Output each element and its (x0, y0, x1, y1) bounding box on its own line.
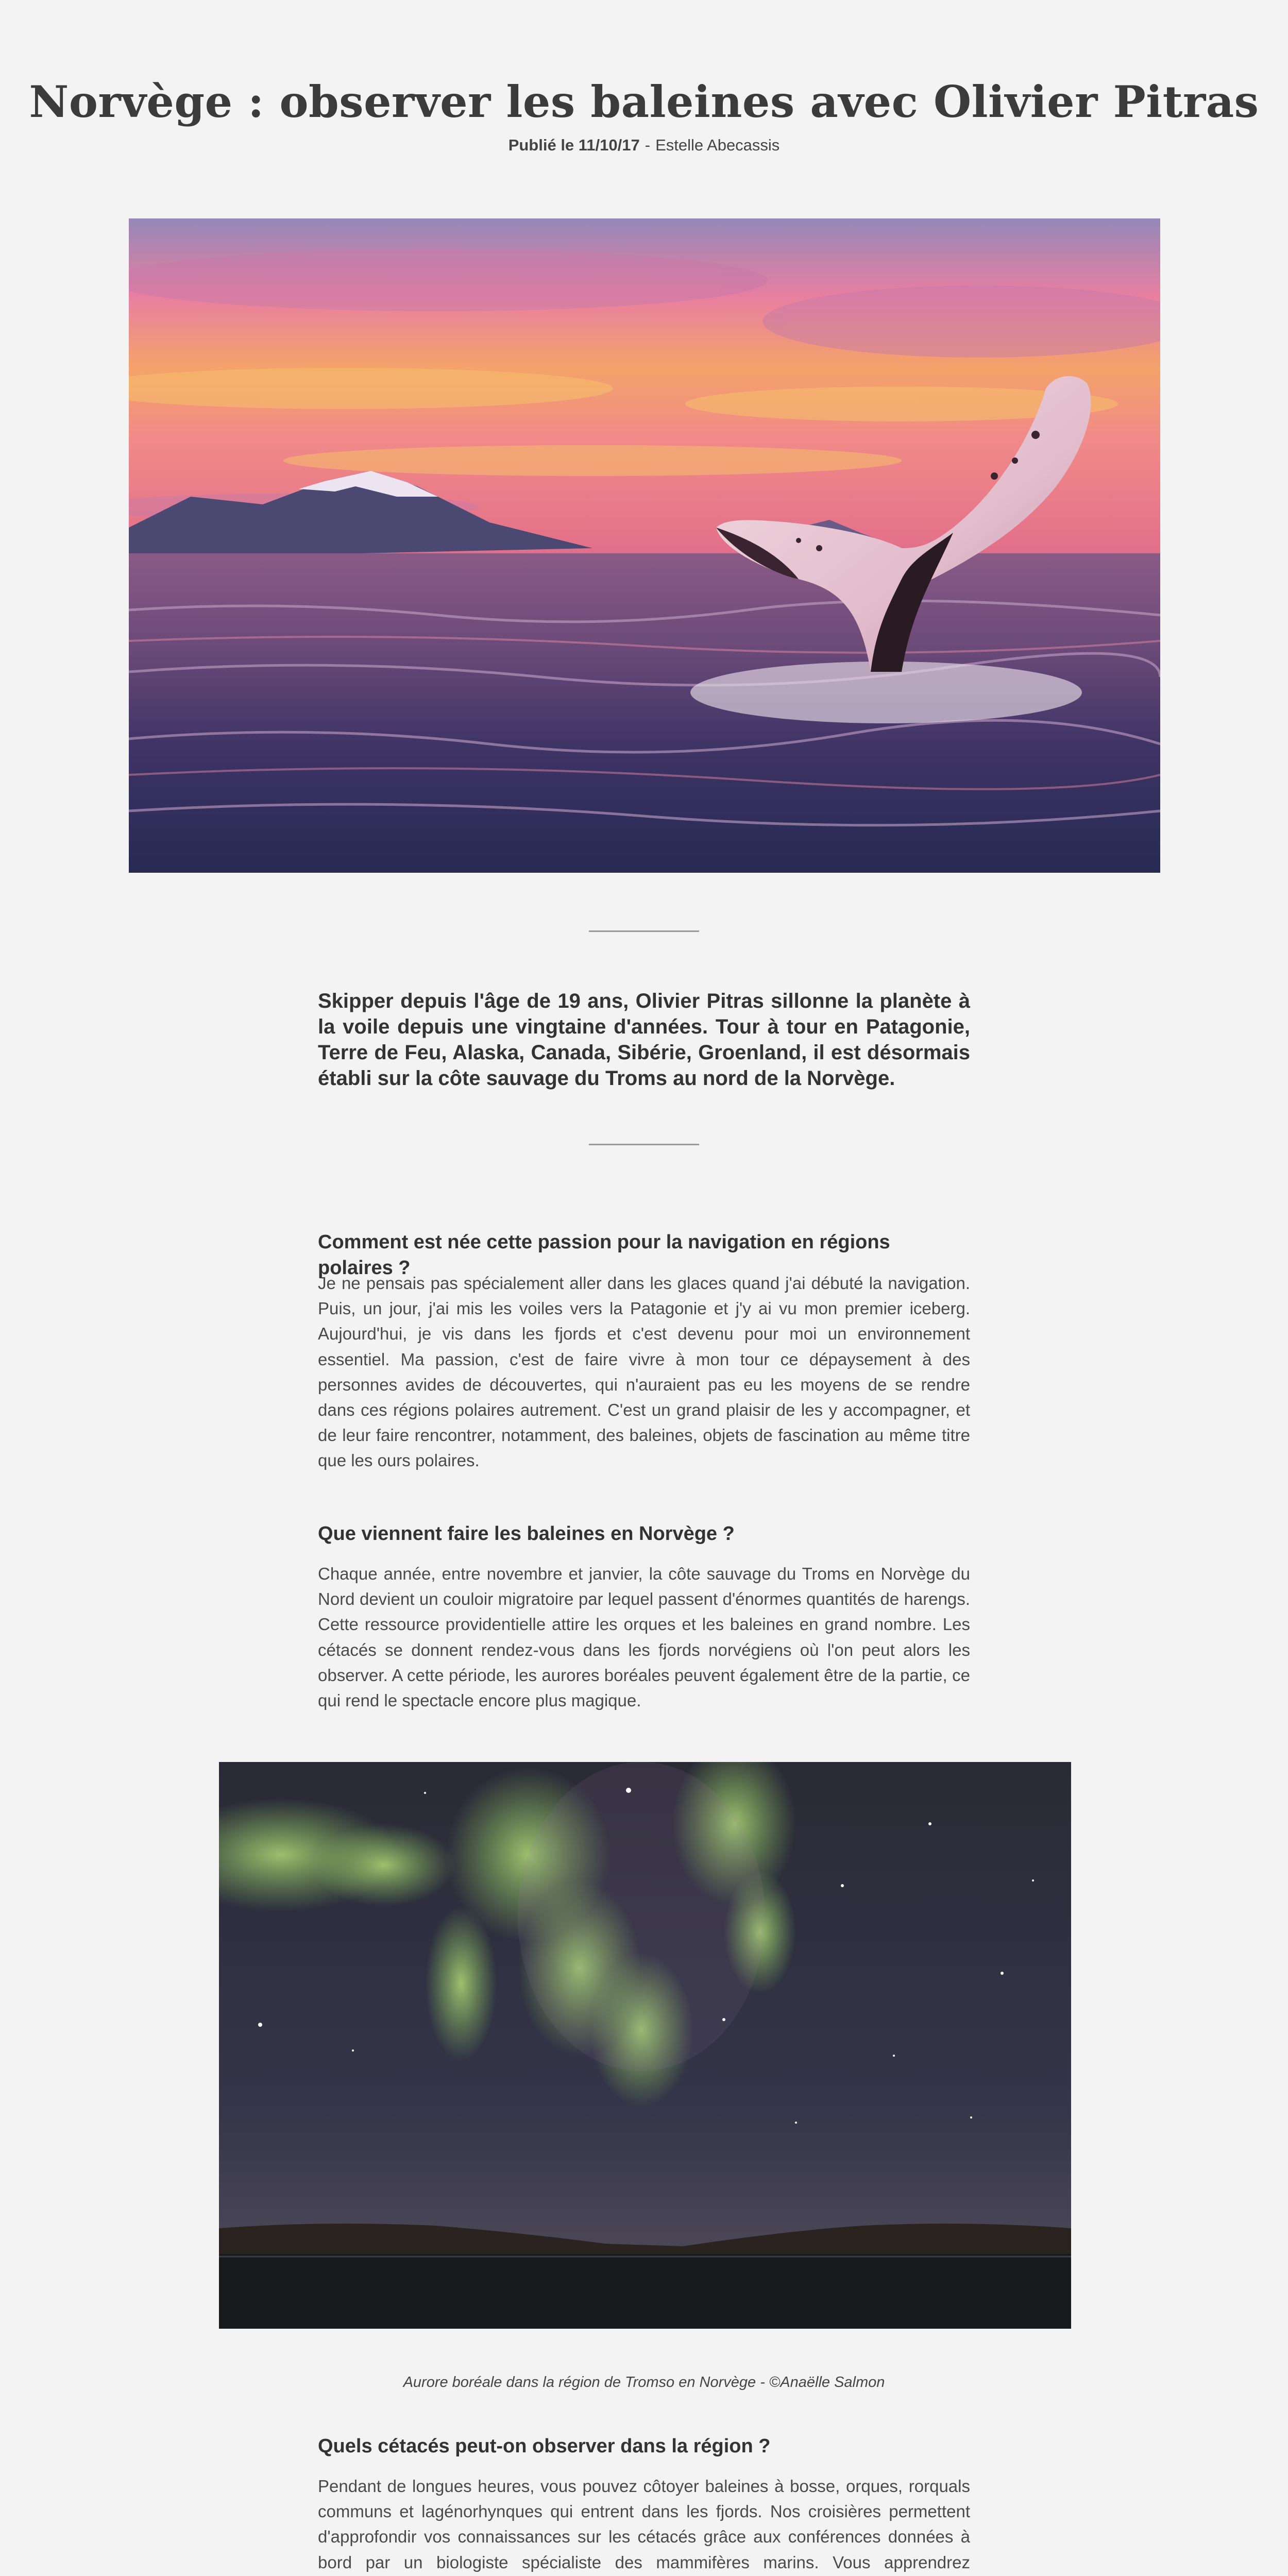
aurora-borealis-photo (219, 1762, 1071, 2329)
hero-whale-tail-photo (129, 218, 1160, 873)
image-caption: Aurore boréale dans la région de Tromso en Norvège - ©Anaëlle Salmon (403, 2374, 885, 2391)
section-paragraph: Pendant de longues heures, vous pouvez côtoyer baleines à bosse, orques, rorquals communs et lagénorhynques qui entrent dans les fjords. Nos croisières permettent d'approfondir vos connaissances sur les cétacés grâce aux conférences données à bord par un biologiste spécialiste des mammifères marins. Vous apprendrez (318, 2477, 970, 2572)
article-title: Norvège : observer les baleines avec Olivier Pitras (29, 76, 1259, 127)
byline (0, 136, 1288, 155)
section-paragraph: Je ne pensais pas spécialement aller dans les glaces quand j'ai débuté la navigation. Puis, un jour, j'ai mis les voiles vers la Patagonie et j'y ai vu mon premier iceberg. Aujourd'hui, je vis dans les fjords et c'est devenu pour moi un environnement essentiel. Ma passion, c'est de faire vivre à mon tour ce dépaysement à des personnes avides de découvertes, qui n'auraient pas eu les moyens de se rendre dans ces régions polaires autrement. C'est un grand plaisir de les y accompagner, et de leur faire rencontrer, notamment, des baleines, objets de fascination au même titre que les ours polaires. (318, 1274, 970, 1470)
section-heading: Que viennent faire les baleines en Norvège ? (318, 1523, 735, 1545)
byline-separator: - (645, 136, 651, 154)
divider-top (589, 930, 699, 932)
article-lead: Skipper depuis l'âge de 19 ans, Olivier Pitras sillonne la planète à la voile depuis une vingtaine d'années. Tour à tour en Patagonie, Terre de Feu, Alaska, Canada, Sibérie, Groenland, il est désormais établi sur la côte sauvage du Troms au nord de la Norvège. (318, 990, 970, 1090)
publish-date: Publié le 11/10/17 (508, 136, 640, 154)
section-heading: Comment est née cette passion pour la navigation en régions polaires ? (318, 1231, 890, 1279)
section-paragraph: Chaque année, entre novembre et janvier, la côte sauvage du Troms en Norvège du Nord devient un couloir migratoire par lequel passent d'énormes quantités de harengs. Cette ressource providentielle attire les orques et les baleines en grand nombre. Les cétacés se donnent rendez-vous dans les fjords norvégiens où l'on peut alors les observer. A cette période, les aurores boréales peuvent également être de la partie, ce qui rend le spectacle encore plus magique. (318, 1564, 970, 1710)
author-name[interactable]: Estelle Abecassis (655, 136, 780, 154)
section-heading: Quels cétacés peut-on observer dans la région ? (318, 2435, 771, 2457)
divider-bottom (589, 1144, 699, 1145)
